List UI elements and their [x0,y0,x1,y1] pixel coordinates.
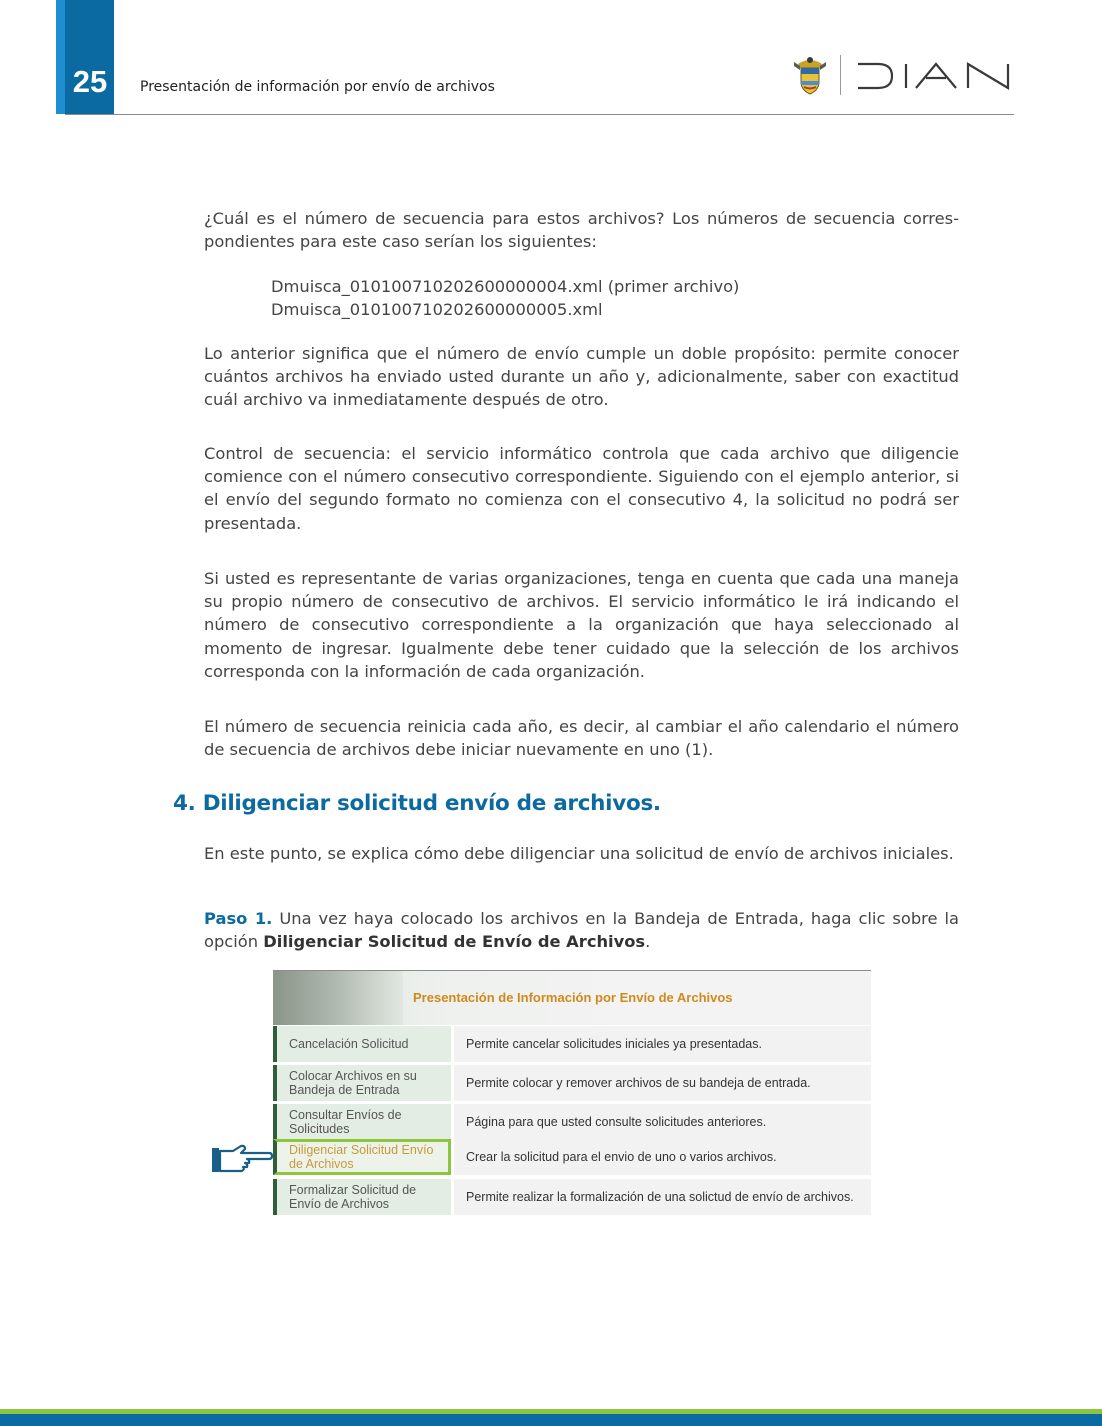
paragraph-organizations: Si usted es representante de varias organizaciones, tenga en cuenta que cada una maneja su propio número de consecutivo de archivos. El servicio informático le irá indicando el número de consecutivo correspondiente a la organización que haya seleccionado al momento de ingresar. Igualmente debe tener cuidado que la selección de los archivos corresponda con la información de cada organización. [204,569,959,681]
menu-option-description: Crear la solicitud para el envio de uno o varios archivos. [454,1139,871,1175]
section-heading: 4. Diligenciar solicitud envío de archivos. [173,791,661,816]
menu-row [273,1179,871,1215]
screenshot-banner [273,970,871,1025]
menu-row [273,1104,871,1140]
file-name-first: Dmuisca_010100710202600000004.xml (primer archivo) [271,277,740,296]
pointing-hand-icon [211,1143,273,1175]
menu-row [273,1026,871,1062]
menu-option-description: Página para que usted consulte solicitudes anteriores. [454,1104,871,1140]
paragraph-sequence-purpose: Lo anterior significa que el número de envío cumple un doble propósito: permite conocer cuántos archivos ha enviado usted durante un año y, adicionalmente, saber con exactitud cuál archivo va inmediatamente después de otro. [204,344,959,410]
dian-logo [856,62,1014,90]
menu-option-colocar-archivos[interactable]: Colocar Archivos en su Bandeja de Entrada [273,1065,451,1101]
file-name-second: Dmuisca_010100710202600000005.xml [271,300,603,319]
menu-option-formalizar-solicitud[interactable]: Formalizar Solicitud de Envío de Archivos [273,1179,451,1215]
paragraph-sequence-reset: El número de secuencia reinicia cada año, es decir, al cambiar el año calendario el número de secuencia de archivos debe iniciar nuevamente en uno (1). [204,717,959,760]
header-title: Presentación de información por envío de archivos [140,79,495,95]
menu-row [273,1065,871,1101]
menu-row-highlighted [273,1139,871,1175]
header-rule [65,114,1014,115]
paragraph-step-1 [204,907,959,953]
footer-blue-bar [0,1414,1102,1426]
shield-icon [790,54,830,96]
paragraph-sequence-control: Control de secuencia: el servicio informático controla que cada archivo que diligencie comience con el número consecutivo correspondiente. Siguiendo con el ejemplo anterior, si el envío del segundo formato no comienza con el consecutivo 4, la solicitud no podrá ser presentada. [204,444,959,533]
paragraph-sequence-question: ¿Cuál es el número de secuencia para estos archivos? Los números de secuencia correspondientes para este caso serían los siguientes: [204,209,959,252]
menu-option-cancelacion[interactable]: Cancelación Solicitud [273,1026,451,1062]
step-text: Una vez haya colocado los archivos en la Bandeja de Entrada, haga clic sobre la opción [204,909,959,952]
page-number: 25 [72,64,108,99]
menu-option-description: Permite colocar y remover archivos de su bandeja de entrada. [454,1065,871,1101]
menu-option-description: Permite realizar la formalización de una solictud de envío de archivos. [454,1179,871,1215]
application-screenshot [273,970,871,1215]
banner-photo [273,971,403,1025]
step-label: Paso 1. [204,909,273,928]
paragraph-intro: En este punto, se explica cómo debe diligenciar una solicitud de envío de archivos iniciales. [204,844,954,863]
banner-title: Presentación de Información por Envío de Archivos [413,990,733,1005]
menu-option-description: Permite cancelar solicitudes iniciales ya presentadas. [454,1026,871,1062]
logo-separator [840,55,841,95]
step-option-name: Diligenciar Solicitud de Envío de Archivos [263,932,646,952]
menu-option-diligenciar-solicitud[interactable]: Diligenciar Solicitud Envío de Archivos [273,1139,451,1175]
page-tab-accent [56,0,65,114]
step-end: . [645,932,651,952]
menu-option-consultar-envios[interactable]: Consultar Envíos de Solicitudes [273,1104,451,1140]
